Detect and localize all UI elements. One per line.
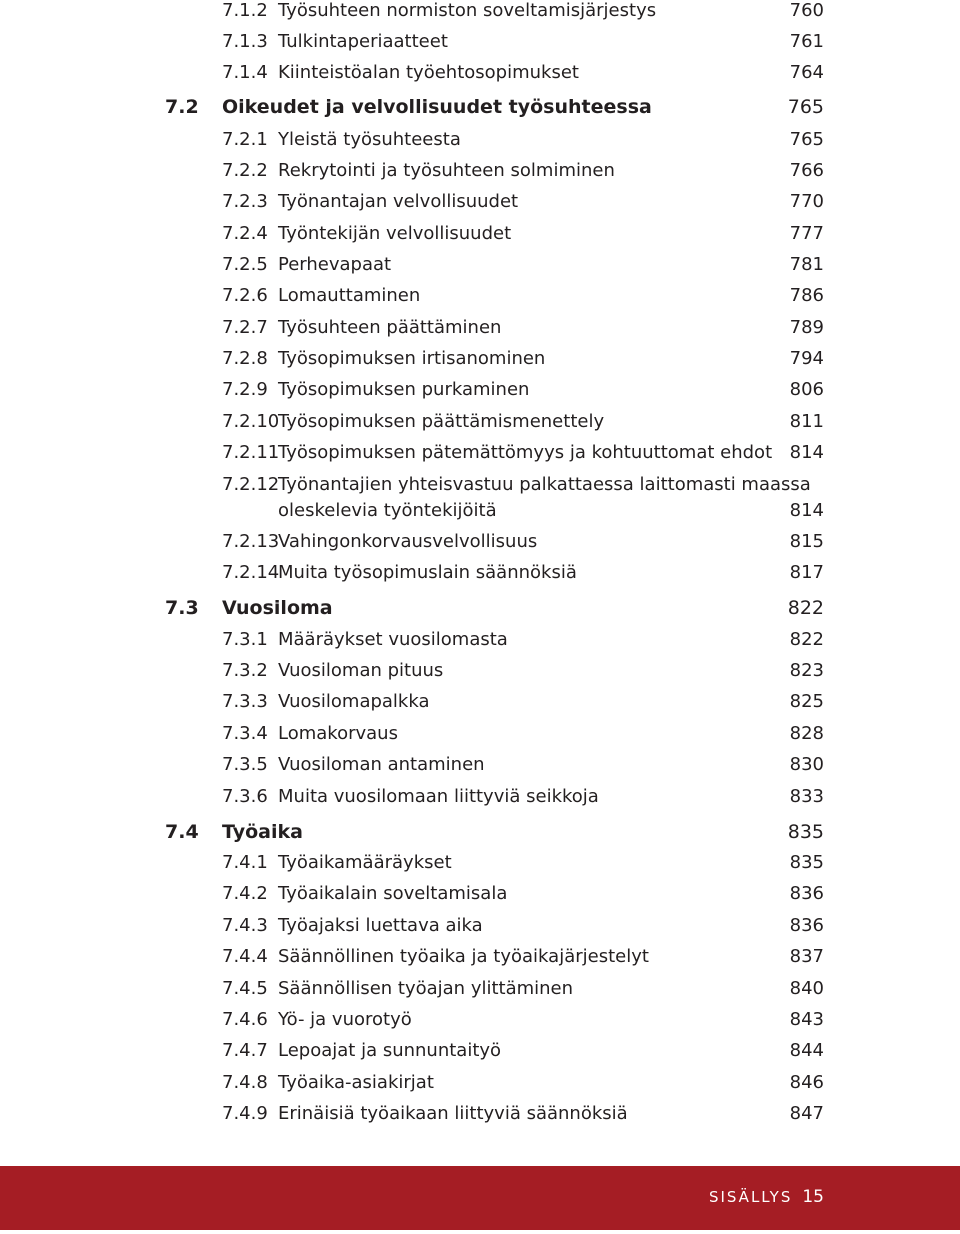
toc-entry-number: 7.4.1 (222, 852, 268, 873)
toc-entry-title: Työsopimuksen päättämismenettely (278, 411, 605, 432)
toc-entry-number: 7.2.8 (222, 348, 268, 369)
toc-entry-title: Työnantajan velvollisuudet (278, 191, 519, 212)
toc-entry-title: Vuosiloma (222, 597, 333, 619)
toc-entry-page-number: 846 (789, 1072, 824, 1093)
toc-entry-title: Työntekijän velvollisuudet (278, 223, 512, 244)
toc-entry-number: 7.2.7 (222, 317, 268, 338)
toc-entry-number: 7.4.3 (222, 915, 268, 936)
toc-entry-page-number: 789 (789, 317, 824, 338)
toc-entry-page-number: 765 (789, 129, 824, 150)
toc-entry-title: Työnantajien yhteisvastuu palkattaessa laittomasti maassa (278, 474, 811, 495)
toc-entry-title: Vuosiloman antaminen (278, 754, 485, 775)
toc-entry-title: Vahingonkorvausvelvollisuus (278, 531, 538, 552)
toc-entry-title: Rekrytointi ja työsuhteen solmiminen (278, 160, 615, 181)
toc-entry-number: 7.4.8 (222, 1072, 268, 1093)
toc-entry-page-number: 835 (787, 821, 824, 843)
toc-entry-title: Työaikamääräykset (278, 852, 452, 873)
toc-entry-title: Vuosiloman pituus (278, 660, 444, 681)
toc-entry-title: Perhevapaat (278, 254, 392, 275)
toc-entry-page-number: 843 (789, 1009, 824, 1030)
toc-entry-title-continuation: oleskelevia työntekijöitä (278, 500, 497, 521)
toc-entry-number: 7.1.4 (222, 62, 268, 83)
toc-entry-number: 7.2.12 (222, 474, 280, 495)
toc-entry-page-number: 814 (789, 442, 824, 463)
toc-entry-number: 7.3.6 (222, 786, 268, 807)
footer-bar (0, 1166, 960, 1230)
toc-entry-title: Lomakorvaus (278, 723, 398, 744)
footer-section-label (709, 1187, 824, 1207)
toc-entry-number: 7.4 (165, 821, 199, 843)
toc-entry-number: 7.2.9 (222, 379, 268, 400)
footer-section-name: SISÄLLYS (708, 1188, 793, 1206)
toc-entry-page-number: 830 (789, 754, 824, 775)
toc-entry-page-number: 794 (789, 348, 824, 369)
toc-entry-title: Työajaksi luettava aika (278, 915, 483, 936)
toc-entry-number: 7.2 (165, 96, 199, 118)
toc-entry-number: 7.2.1 (222, 129, 268, 150)
toc-entry-title: Työaika (222, 821, 303, 843)
toc-entry-number: 7.3.2 (222, 660, 268, 681)
toc-entry-page-number: 781 (789, 254, 824, 275)
toc-entry-number: 7.4.4 (222, 946, 268, 967)
toc-entry-page-number: 770 (789, 191, 824, 212)
toc-entry-page-number: 833 (789, 786, 824, 807)
toc-entry-title: Määräykset vuosilomasta (278, 629, 508, 650)
toc-entry-page-number: 806 (789, 379, 824, 400)
toc-entry-number: 7.1.2 (222, 0, 268, 21)
toc-entry-title: Muita työsopimuslain säännöksiä (278, 562, 577, 583)
toc-entry-title: Työsopimuksen purkaminen (278, 379, 530, 400)
footer-page-number: 15 (802, 1187, 824, 1207)
toc-entry-number: 7.2.14 (222, 562, 280, 583)
toc-entry-number: 7.2.3 (222, 191, 268, 212)
toc-entry-number: 7.4.2 (222, 883, 268, 904)
toc-entry-number: 7.4.6 (222, 1009, 268, 1030)
toc-entry-title: Muita vuosilomaan liittyviä seikkoja (278, 786, 599, 807)
toc-entry-title: Työaikalain soveltamisala (278, 883, 508, 904)
toc-entry-title: Työsuhteen normiston soveltamisjärjestys (278, 0, 657, 21)
toc-entry-number: 7.4.7 (222, 1040, 268, 1061)
toc-entry-title: Yö- ja vuorotyö (278, 1009, 412, 1030)
toc-entry-page-number: 817 (789, 562, 824, 583)
toc-entry-number: 7.2.2 (222, 160, 268, 181)
toc-entry-page-number: 828 (789, 723, 824, 744)
toc-entry-number: 7.3.4 (222, 723, 268, 744)
toc-entry-page-number: 825 (789, 691, 824, 712)
toc-entry-number: 7.2.10 (222, 411, 280, 432)
toc-entry-title: Erinäisiä työaikaan liittyviä säännöksiä (278, 1103, 628, 1124)
toc-entry-page-number: 814 (789, 500, 824, 521)
toc-entry-page-number: 836 (789, 915, 824, 936)
toc-entry-title: Vuosilomapalkka (278, 691, 430, 712)
toc-entry-number: 7.3 (165, 597, 199, 619)
toc-entry-number: 7.4.5 (222, 978, 268, 999)
toc-entry-number: 7.2.4 (222, 223, 268, 244)
toc-entry-page-number: 815 (789, 531, 824, 552)
toc-entry-number: 7.2.13 (222, 531, 280, 552)
toc-entry-number: 7.3.5 (222, 754, 268, 775)
toc-entry-page-number: 847 (789, 1103, 824, 1124)
toc-entry-title: Lomauttaminen (278, 285, 421, 306)
toc-entry-title: Työaika-asiakirjat (278, 1072, 434, 1093)
toc-entry-title: Työsopimuksen pätemättömyys ja kohtuuttomat ehdot (278, 442, 773, 463)
toc-entry-page-number: 764 (789, 62, 824, 83)
toc-entry-number: 7.2.11 (222, 442, 280, 463)
toc-entry-page-number: 760 (789, 0, 824, 21)
toc-entry-title: Tulkintaperiaatteet (278, 31, 448, 52)
toc-entry-number: 7.2.5 (222, 254, 268, 275)
toc-entry-page-number: 777 (789, 223, 824, 244)
toc-entry-page-number: 836 (789, 883, 824, 904)
toc-entry-title: Työsopimuksen irtisanominen (278, 348, 546, 369)
toc-entry-page-number: 840 (789, 978, 824, 999)
toc-entry-number: 7.2.6 (222, 285, 268, 306)
toc-entry-title: Lepoajat ja sunnuntaityö (278, 1040, 502, 1061)
toc-entry-title: Yleistä työsuhteesta (278, 129, 461, 150)
toc-entry-title: Kiinteistöalan työehtosopimukset (278, 62, 579, 83)
toc-entry-page-number: 837 (789, 946, 824, 967)
toc-entry-page-number: 822 (789, 629, 824, 650)
toc-entry-page-number: 823 (789, 660, 824, 681)
toc-entry-number: 7.3.3 (222, 691, 268, 712)
toc-entry-title: Oikeudet ja velvollisuudet työsuhteessa (222, 96, 652, 118)
toc-entry-page-number: 811 (789, 411, 824, 432)
toc-entry-page-number: 786 (789, 285, 824, 306)
toc-entry-number: 7.4.9 (222, 1103, 268, 1124)
toc-entry-page-number: 822 (787, 597, 824, 619)
toc-entry-title: Säännöllisen työajan ylittäminen (278, 978, 574, 999)
toc-entry-page-number: 844 (789, 1040, 824, 1061)
toc-entry-page-number: 835 (789, 852, 824, 873)
toc-entry-page-number: 765 (787, 96, 824, 118)
toc-entry-number: 7.1.3 (222, 31, 268, 52)
toc-entry-title: Työsuhteen päättäminen (278, 317, 502, 338)
toc-entry-page-number: 766 (789, 160, 824, 181)
toc-entry-title: Säännöllinen työaika ja työaikajärjestelyt (278, 946, 649, 967)
toc-entry-number: 7.3.1 (222, 629, 268, 650)
toc-entry-page-number: 761 (789, 31, 824, 52)
